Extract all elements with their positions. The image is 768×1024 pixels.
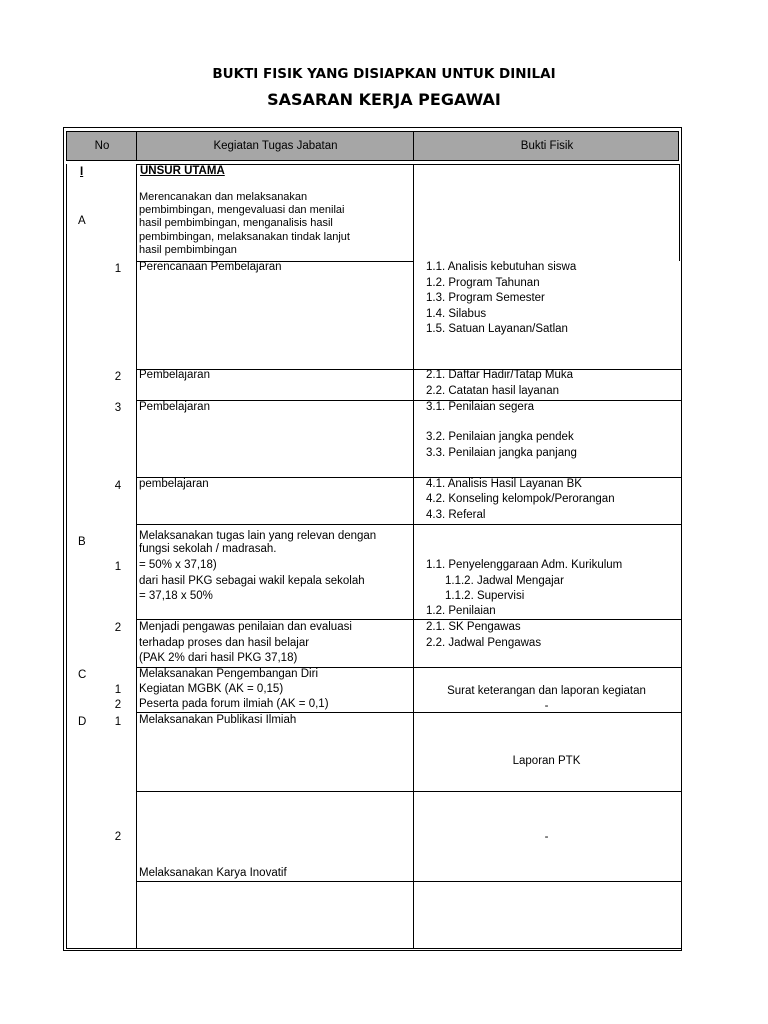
column-line bbox=[66, 164, 67, 949]
section-c-line: Kegiatan MGBK (AK = 0,15) bbox=[139, 683, 284, 695]
bukti-item: 1.5. Satuan Layanan/Satlan bbox=[426, 323, 568, 335]
table-header bbox=[66, 131, 679, 161]
document-title: BUKTI FISIK YANG DISIAPKAN UNTUK DINILAI bbox=[212, 66, 556, 82]
section-b-line: = 37,18 x 50% bbox=[139, 590, 213, 602]
column-line bbox=[136, 164, 137, 949]
bukti-item: 1.3. Program Semester bbox=[426, 292, 545, 304]
section-a-no: A bbox=[78, 215, 86, 227]
header-divider bbox=[136, 131, 137, 161]
bukti-item: Laporan PTK bbox=[512, 755, 581, 767]
section-a-line: hasil pembimbingan bbox=[139, 244, 237, 256]
section-b-line: fungsi sekolah / madrasah. bbox=[139, 543, 277, 555]
row-line bbox=[136, 477, 681, 478]
section-d-no: D bbox=[78, 716, 87, 728]
section-c-no: C bbox=[78, 669, 87, 681]
bukti-item: - bbox=[544, 831, 549, 843]
row-line bbox=[136, 791, 681, 792]
row-line bbox=[136, 369, 681, 370]
rowd2-label: Melaksanakan Karya Inovatif bbox=[139, 867, 287, 879]
bukti-item: 1.2. Program Tahunan bbox=[426, 277, 540, 289]
bukti-item: 4.3. Referal bbox=[426, 509, 486, 521]
section-b-line: dari hasil PKG sebagai wakil kepala sekolah bbox=[139, 575, 365, 587]
bukti-item: 2.2. Catatan hasil layanan bbox=[426, 385, 559, 397]
bukti-item: 3.2. Penilaian jangka pendek bbox=[426, 431, 574, 443]
row-no: 1 bbox=[114, 684, 122, 696]
header-kegiatan: Kegiatan Tugas Jabatan bbox=[213, 140, 338, 152]
bukti-item: 4.2. Konseling kelompok/Perorangan bbox=[426, 493, 615, 505]
row-no: 4 bbox=[114, 480, 122, 492]
section-a-line: Merencanakan dan melaksanakan bbox=[139, 191, 308, 203]
section-a-line: pembimbingan, mengevaluasi dan menilai bbox=[139, 204, 345, 216]
bukti-item: 1.1.2. Supervisi bbox=[445, 590, 525, 602]
section-i-no: I bbox=[80, 166, 84, 178]
row-no: 2 bbox=[114, 622, 122, 634]
row-kegiatan: Perencanaan Pembelajaran bbox=[139, 261, 282, 273]
rowb2-line: terhadap proses dan hasil belajar bbox=[139, 637, 310, 649]
row-no: 1 bbox=[114, 561, 122, 573]
bukti-item: - bbox=[544, 700, 549, 712]
column-line bbox=[679, 164, 680, 261]
row-no: 1 bbox=[114, 263, 122, 275]
row-no: 1 bbox=[114, 716, 122, 728]
section-c-line: Peserta pada forum ilmiah (AK = 0,1) bbox=[139, 698, 329, 710]
section-b-line: = 50% x 37,18) bbox=[139, 559, 217, 571]
bukti-item: 1.1.2. Jadwal Mengajar bbox=[445, 575, 564, 587]
bukti-item: 4.1. Analisis Hasil Layanan BK bbox=[426, 478, 582, 490]
row-line bbox=[136, 524, 681, 525]
document-subtitle: SASARAN KERJA PEGAWAI bbox=[267, 90, 501, 109]
section-a-line: hasil pembimbingan, menganalisis hasil bbox=[139, 217, 333, 229]
section-i-label: UNSUR UTAMA bbox=[140, 165, 225, 177]
header-no: No bbox=[94, 140, 110, 152]
row-no: 2 bbox=[114, 699, 122, 711]
rowb2-line: Menjadi pengawas penilaian dan evaluasi bbox=[139, 621, 352, 633]
section-d-label: Melaksanakan Publikasi Ilmiah bbox=[139, 714, 297, 726]
row-no: 2 bbox=[114, 831, 122, 843]
header-bukti-fisik: Bukti Fisik bbox=[520, 140, 574, 152]
bukti-item: 3.1. Penilaian segera bbox=[426, 401, 535, 413]
bukti-item: Surat keterangan dan laporan kegiatan bbox=[447, 685, 646, 697]
section-b-no: B bbox=[78, 536, 86, 548]
bukti-item: 3.3. Penilaian jangka panjang bbox=[426, 447, 577, 459]
bukti-item: 2.1. SK Pengawas bbox=[426, 621, 521, 633]
row-kegiatan: Pembelajaran bbox=[139, 401, 210, 413]
row-kegiatan: Pembelajaran bbox=[139, 369, 210, 381]
row-line bbox=[66, 948, 681, 949]
rowb2-line: (PAK 2% dari hasil PKG 37,18) bbox=[139, 652, 298, 664]
bukti-item: 1.4. Silabus bbox=[426, 308, 487, 320]
bukti-item: 2.2. Jadwal Pengawas bbox=[426, 637, 542, 649]
bukti-item: 2.1. Daftar Hadir/Tatap Muka bbox=[426, 369, 574, 381]
row-kegiatan: pembelajaran bbox=[139, 478, 209, 490]
row-line bbox=[136, 881, 681, 882]
row-line bbox=[136, 400, 681, 401]
header-divider bbox=[413, 131, 414, 161]
row-no: 3 bbox=[114, 402, 122, 414]
bukti-item: 1.2. Penilaian bbox=[426, 605, 496, 617]
bukti-item: 1.1. Analisis kebutuhan siswa bbox=[426, 261, 577, 273]
section-b-line: Melaksanakan tugas lain yang relevan dengan bbox=[139, 530, 377, 542]
row-no: 2 bbox=[114, 371, 122, 383]
section-a-line: pembimbingan, melaksanakan tindak lanjut bbox=[139, 231, 350, 243]
bukti-item: 1.1. Penyelenggaraan Adm. Kurikulum bbox=[426, 559, 623, 571]
section-c-line: Melaksanakan Pengembangan Diri bbox=[139, 668, 318, 680]
